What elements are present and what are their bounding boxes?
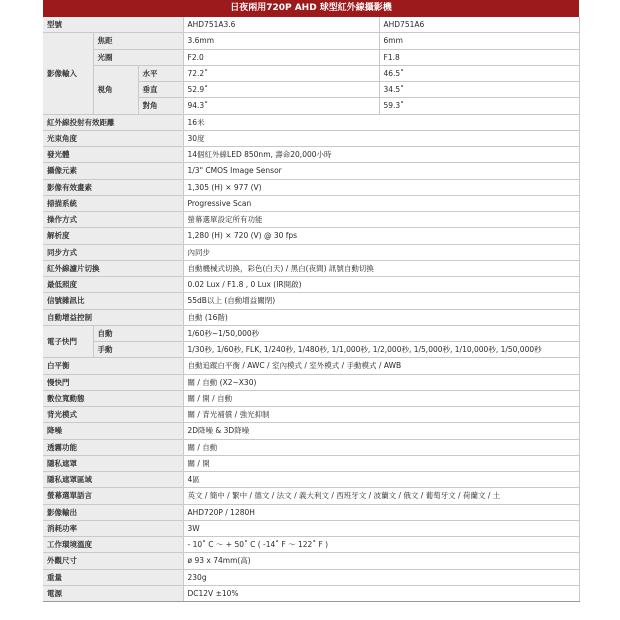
spec-label: 重量 [43, 569, 183, 585]
spec-value: 16米 [183, 114, 579, 130]
spec-label: 背光模式 [43, 407, 183, 423]
spec-label: 解析度 [43, 228, 183, 244]
spec-value: 英文 / 簡中 / 繁中 / 德文 / 法文 / 義大利文 / 西班牙文 / 波蘭文 / 俄文 / 葡萄牙文 / 荷蘭文 / 土 [183, 488, 579, 504]
diagonal-label: 對角 [138, 98, 183, 114]
page-title: 日夜兩用720P AHD 球型紅外線攝影機 [43, 0, 579, 17]
aperture-label: 光圈 [93, 49, 183, 65]
spec-value: 螢幕選單設定所有功能 [183, 212, 579, 228]
table-row [43, 520, 579, 536]
table-row [43, 439, 579, 455]
table-row [43, 537, 579, 553]
table-row [43, 277, 579, 293]
spec-label: 操作方式 [43, 212, 183, 228]
vertical-b: 34.5˚ [379, 82, 579, 98]
spec-label: 消耗功率 [43, 520, 183, 536]
diagonal-a: 94.3˚ [183, 98, 379, 114]
spec-label: 信號雜訊比 [43, 293, 183, 309]
spec-value: 30度 [183, 130, 579, 146]
table-row [43, 17, 579, 33]
spec-value: Progressive Scan [183, 195, 579, 211]
spec-sheet [43, 0, 579, 620]
spec-label: 螢幕選單語言 [43, 488, 183, 504]
focal-label: 焦距 [93, 33, 183, 49]
spec-value: 55dB以上 (自動增益關閉) [183, 293, 579, 309]
table-row [43, 260, 579, 276]
shutter-label: 電子快門 [43, 325, 93, 358]
spec-label: 透霧功能 [43, 439, 183, 455]
spec-label: 紅外線投射有效距離 [43, 114, 183, 130]
spec-label: 發光體 [43, 147, 183, 163]
horizontal-b: 46.5˚ [379, 65, 579, 81]
table-row [43, 553, 579, 569]
spec-value: 關 / 背光補償 / 強光抑制 [183, 407, 579, 423]
table-row [43, 358, 579, 374]
image-input-label: 影像輸入 [43, 33, 93, 114]
spec-value: 關 / 自動 [183, 439, 579, 455]
table-row [43, 585, 579, 601]
table-row [43, 407, 579, 423]
spec-label: 工作環境溫度 [43, 537, 183, 553]
spec-value: 自動追蹤白平衡 / AWC / 室內模式 / 室外模式 / 手動模式 / AWB [183, 358, 579, 374]
table-row [43, 325, 579, 341]
vertical-label: 垂直 [138, 82, 183, 98]
spec-value: 自動 (16階) [183, 309, 579, 325]
shutter-auto-value: 1/60秒~1/50,000秒 [183, 325, 579, 341]
spec-value: 內同步 [183, 244, 579, 260]
spec-label: 慢快門 [43, 374, 183, 390]
spec-label: 影像有效畫素 [43, 179, 183, 195]
focal-b: 6mm [379, 33, 579, 49]
table-row [43, 212, 579, 228]
spec-value: 2D降噪 & 3D降噪 [183, 423, 579, 439]
aperture-b: F1.8 [379, 49, 579, 65]
spec-value: 1,305 (H) × 977 (V) [183, 179, 579, 195]
spec-label: 降噪 [43, 423, 183, 439]
horizontal-a: 72.2˚ [183, 65, 379, 81]
spec-value: 230g [183, 569, 579, 585]
focal-a: 3.6mm [183, 33, 379, 49]
table-row [43, 163, 579, 179]
table-row [43, 488, 579, 504]
spec-label: 外觀尺寸 [43, 553, 183, 569]
spec-label: 隱私遮罩區域 [43, 472, 183, 488]
table-row [43, 244, 579, 260]
view-angle-label: 視角 [93, 65, 138, 114]
spec-label: 白平衡 [43, 358, 183, 374]
spec-value: 14個紅外線LED 850nm, 壽命20,000小時 [183, 147, 579, 163]
table-row [43, 455, 579, 471]
model-b: AHD751A6 [379, 17, 579, 33]
table-row [43, 309, 579, 325]
model-a: AHD751A3.6 [183, 17, 379, 33]
spec-value: AHD720P / 1280H [183, 504, 579, 520]
table-row [43, 342, 579, 358]
table-row [43, 374, 579, 390]
table-row [43, 228, 579, 244]
spec-value: 關 / 自動 (X2~X30) [183, 374, 579, 390]
table-row [43, 114, 579, 130]
table-row [43, 423, 579, 439]
shutter-manual-value: 1/30秒, 1/60秒, FLK, 1/240秒, 1/480秒, 1/1,000秒, 1/2,000秒, 1/5,000秒, 1/10,000秒, 1/50,000秒 [183, 342, 579, 358]
spec-value: 自動機械式切換，彩色(白天) / 黑白(夜間) 訊號自動切換 [183, 260, 579, 276]
aperture-a: F2.0 [183, 49, 379, 65]
horizontal-label: 水平 [138, 65, 183, 81]
spec-value: 1/3" CMOS Image Sensor [183, 163, 579, 179]
spec-value: 關 / 開 [183, 455, 579, 471]
spec-label: 電源 [43, 585, 183, 601]
spec-value: 4區 [183, 472, 579, 488]
spec-label: 影像輸出 [43, 504, 183, 520]
spec-value: 1,280 (H) × 720 (V) @ 30 fps [183, 228, 579, 244]
spec-value: 關 / 開 / 自動 [183, 390, 579, 406]
spec-label: 數位寬動態 [43, 390, 183, 406]
shutter-auto-label: 自動 [93, 325, 183, 341]
table-row [43, 33, 579, 49]
table-row [43, 569, 579, 585]
spec-label: 同步方式 [43, 244, 183, 260]
spec-value: 0.02 Lux / F1.8 , 0 Lux (IR開啟) [183, 277, 579, 293]
table-row [43, 195, 579, 211]
table-row [43, 472, 579, 488]
spec-table [43, 17, 580, 602]
table-row [43, 390, 579, 406]
spec-label: 攝像元素 [43, 163, 183, 179]
spec-label: 光束角度 [43, 130, 183, 146]
table-row [43, 504, 579, 520]
table-row [43, 147, 579, 163]
table-row [43, 293, 579, 309]
table-row [43, 130, 579, 146]
spec-label: 自動增益控制 [43, 309, 183, 325]
spec-value: DC12V ±10% [183, 585, 579, 601]
table-row [43, 179, 579, 195]
spec-label: 掃描系統 [43, 195, 183, 211]
spec-label: 最低照度 [43, 277, 183, 293]
spec-label: 紅外線濾片切換 [43, 260, 183, 276]
table-row [43, 49, 579, 65]
table-row [43, 65, 579, 81]
model-label: 型號 [43, 17, 183, 33]
shutter-manual-label: 手動 [93, 342, 183, 358]
vertical-a: 52.9˚ [183, 82, 379, 98]
diagonal-b: 59.3˚ [379, 98, 579, 114]
spec-value: 3W [183, 520, 579, 536]
spec-label: 隱私遮罩 [43, 455, 183, 471]
spec-value: ø 93 x 74mm(高) [183, 553, 579, 569]
spec-value: - 10˚ C ～ + 50˚ C ( -14˚ F ～ 122˚ F ) [183, 537, 579, 553]
